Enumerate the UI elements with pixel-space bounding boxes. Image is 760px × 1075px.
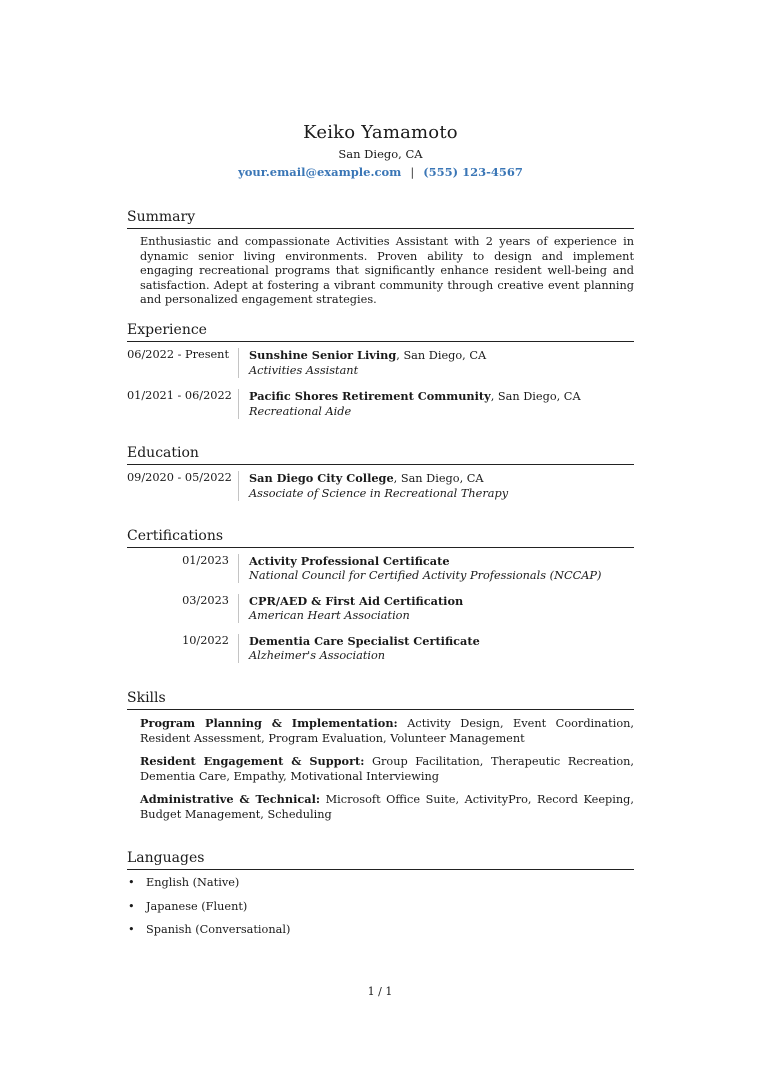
- skill-group-items: Microsoft Office Suite, ActivityPro, Record Keeping, Budget Management, Scheduling: [140, 793, 634, 821]
- section-title-education: Education: [127, 445, 199, 461]
- language-label: Japanese (Fluent): [146, 899, 248, 913]
- entry-degree: Associate of Science in Recreational Therapy: [249, 486, 509, 500]
- skill-group-items: Group Facilitation, Therapeutic Recreation, Dementia Care, Empathy, Motivational Interviewing: [140, 755, 634, 783]
- education-entry: [127, 471, 634, 501]
- section-divider: [127, 464, 634, 465]
- skill-group: [140, 716, 634, 746]
- entry-date: 09/2020 - 05/2022: [127, 471, 232, 484]
- entry-location: , San Diego, CA: [490, 390, 581, 403]
- entry-date: 06/2022 - Present: [127, 348, 229, 361]
- languages-section: [127, 849, 634, 947]
- entry-location: , San Diego, CA: [393, 472, 484, 485]
- certifications-section: [127, 527, 634, 663]
- entry-date: 10/2022: [182, 634, 229, 647]
- skill-group: [140, 792, 634, 822]
- languages-list: [127, 876, 634, 938]
- entry-role: Recreational Aide: [249, 404, 352, 418]
- entry-role: Activities Assistant: [249, 363, 359, 377]
- entry-organization: San Diego City College: [249, 471, 394, 485]
- contact-separator: |: [410, 165, 415, 179]
- page-number: 1 / 1: [367, 985, 393, 998]
- candidate-name: Keiko Yamamoto: [303, 122, 458, 143]
- skill-group-items: Activity Design, Event Coordination, Resident Assessment, Program Evaluation, Volunteer Management: [140, 717, 634, 745]
- entry-location: , San Diego, CA: [396, 349, 487, 362]
- email-link[interactable]: your.email@example.com: [238, 165, 402, 179]
- entry-body: [249, 594, 634, 623]
- skill-group-label: Resident Engagement & Support:: [140, 754, 365, 769]
- section-title-certifications: Certifications: [127, 528, 224, 544]
- resume-header: [127, 122, 634, 180]
- experience-entry: [127, 389, 634, 419]
- summary-section: [127, 208, 634, 308]
- certification-issuer: National Council for Certified Activity Professionals (NCCAP): [249, 568, 602, 582]
- entry-body: [249, 471, 634, 501]
- entry-timeline-bar: [238, 389, 239, 419]
- section-title-summary: Summary: [127, 209, 196, 225]
- entry-body: [249, 389, 634, 419]
- entry-timeline-bar: [238, 554, 239, 583]
- experience-entry: [127, 348, 634, 378]
- summary-text: Enthusiastic and compassionate Activities Assistant with 2 years of experience in dynamic senior living environments. Proven ability to design and implement engaging recreational programs that significantly enhance resident well-being and satisfaction. Adept at fostering a vibrant community through creative event planning and personalized engagement strategies.: [140, 235, 634, 307]
- certification-name: Dementia Care Specialist Certificate: [249, 634, 480, 648]
- entry-date: 01/2023: [182, 554, 229, 567]
- certification-entry: [127, 554, 634, 583]
- entry-body: [249, 634, 634, 663]
- list-item: [127, 876, 634, 891]
- skill-group-label: Program Planning & Implementation:: [140, 716, 398, 730]
- section-divider: [127, 228, 634, 229]
- bullet-icon: •: [128, 899, 135, 913]
- section-title-experience: Experience: [127, 322, 207, 338]
- contact-line: [127, 164, 634, 180]
- section-divider: [127, 869, 634, 870]
- entry-timeline-bar: [238, 471, 239, 501]
- list-item: [127, 923, 634, 938]
- entry-organization: Sunshine Senior Living: [249, 348, 397, 362]
- phone-link[interactable]: (555) 123-4567: [423, 165, 523, 179]
- entry-timeline-bar: [238, 634, 239, 663]
- education-section: [127, 444, 634, 501]
- skill-group: [140, 754, 634, 784]
- skill-group-label: Administrative & Technical:: [140, 792, 321, 807]
- section-title-skills: Skills: [127, 690, 166, 706]
- entry-body: [249, 348, 634, 378]
- bullet-icon: •: [128, 923, 135, 936]
- certification-issuer: Alzheimer's Association: [249, 648, 386, 662]
- section-divider: [127, 341, 634, 342]
- certification-issuer: American Heart Association: [249, 608, 410, 622]
- language-label: Spanish (Conversational): [146, 923, 291, 936]
- bullet-icon: •: [128, 876, 135, 889]
- section-divider: [127, 547, 634, 548]
- entry-date: 03/2023: [182, 594, 229, 607]
- certification-entry: [127, 594, 634, 623]
- entry-timeline-bar: [238, 594, 239, 623]
- certification-name: CPR/AED & First Aid Certification: [249, 594, 464, 608]
- entry-body: [249, 554, 634, 583]
- skills-section: [127, 689, 634, 823]
- entry-timeline-bar: [238, 348, 239, 378]
- section-title-languages: Languages: [127, 850, 205, 866]
- experience-section: [127, 321, 634, 419]
- certification-entry: [127, 634, 634, 663]
- language-label: English (Native): [146, 876, 240, 889]
- candidate-location: San Diego, CA: [338, 147, 423, 161]
- entry-organization: Pacific Shores Retirement Community: [249, 389, 491, 403]
- entry-date: 01/2021 - 06/2022: [127, 389, 232, 402]
- section-divider: [127, 709, 634, 710]
- certification-name: Activity Professional Certificate: [249, 554, 450, 568]
- list-item: [127, 900, 634, 915]
